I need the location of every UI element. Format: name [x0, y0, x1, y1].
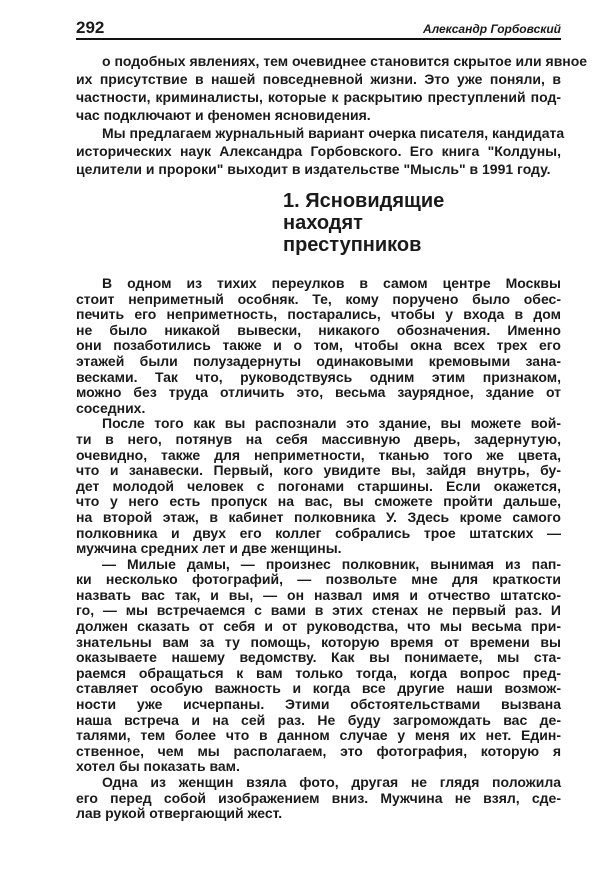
text-line: мужчина средних лет и две женщины.	[76, 540, 342, 557]
text-line: наша встреча и на сей раз. Не буду загромождать вас де-	[76, 711, 561, 728]
heading-line: 1. Ясновидящие	[283, 190, 445, 212]
paragraph	[76, 52, 588, 124]
text-line: лав рукой отвергающий жест.	[76, 805, 283, 822]
text-line: После того как вы распознали это здание, вы можете вой-	[102, 415, 561, 432]
text-line: его перед собой изображением вниз. Мужчина не взял, сде-	[76, 789, 561, 806]
text-line: хотел бы показать вам.	[76, 758, 240, 775]
paragraph	[76, 775, 561, 822]
text-line: дет молодой человек с погонами старшины. Если окажется,	[76, 477, 561, 494]
text-line: оказываете нашему ведомству. Как вы понимаете, мы ста-	[76, 649, 561, 666]
text-line: они позаботились также и о том, чтобы окна всех трех его	[76, 337, 561, 354]
text-line: что и занавески. Первый, кого увидите вы, зайдя внутрь, бу-	[76, 462, 561, 479]
body-text	[76, 276, 561, 822]
text-line: Мы предлагаем журнальный вариант очерка писателя, кандидата	[102, 125, 565, 141]
chapter-heading	[283, 190, 444, 256]
text-line: полковника и двух его коллег собрались трое штатских —	[76, 524, 561, 541]
heading-line: находят	[283, 212, 363, 234]
text-line: исторических наук Александра Горбовского. Его книга "Колдуны,	[76, 143, 561, 159]
page-number: 292	[76, 18, 105, 37]
text-line: о подобных явлениях, тем очевиднее становится скрытое или явное	[102, 53, 588, 69]
running-header	[76, 18, 561, 40]
text-line: ки несколько фотографий, — позвольте мне для краткости	[76, 571, 561, 588]
text-line: должен сказать от себя и от руководства, что мы весьма при-	[76, 618, 561, 635]
text-line: ности уже исчерпаны. Этими обстоятельствами вызвана	[76, 696, 561, 713]
text-line: стоит неприметный особняк. Те, кому поручено было обес-	[76, 290, 561, 307]
paragraph	[76, 124, 565, 178]
text-line: их присутствие в нашей повседневной жизни. Это уже поняли, в	[76, 71, 561, 87]
text-line: очевидно, также для неприметности, тканью того же цвета,	[76, 446, 561, 463]
text-line: назвать вас так, и вы, — он назвал имя и отчество штатско-	[76, 586, 561, 603]
text-line: что у него есть пропуск на вас, вы сможете пройти дальше,	[76, 493, 561, 510]
text-line: час подключают и феномен ясновидения.	[76, 107, 371, 123]
text-line: весками. Так что, руководствуясь одним этим признаком,	[76, 368, 561, 385]
running-author: Александр Горбовский	[423, 22, 561, 36]
paragraph	[76, 416, 561, 556]
text-line: целители и пророки" выходит в издательстве "Мысль" в 1991 году.	[76, 161, 551, 177]
text-line: — Милые дамы, — произнес полковник, вынимая из пап-	[102, 555, 561, 572]
text-line: знательны вам за ту помощь, которую время от времени вы	[76, 633, 561, 650]
text-line: печить его неприметность, постарались, чтобы у входа в дом	[76, 306, 561, 323]
text-line: соседних.	[76, 399, 146, 416]
text-line: го, — мы встречаемся с вами в этих стенах не первый раз. И	[76, 602, 561, 619]
text-line: частности, криминалисты, которые к раскрытию преступлений под-	[76, 89, 561, 105]
text-line: раемся обращаться к вам только тогда, когда вопрос пред-	[76, 664, 561, 681]
text-line: не было никакой вывески, никакого обозначения. Именно	[76, 321, 561, 338]
text-line: на второй этаж, в кабинет полковника У. Здесь кроме самого	[76, 508, 561, 525]
text-line: этажей были полузадернуты одинаковыми кремовыми зана-	[76, 352, 561, 369]
paragraph	[76, 276, 561, 416]
heading-line: преступников	[283, 234, 422, 256]
text-line: ставляет особую важность и когда все другие наши возмож-	[76, 680, 561, 697]
paragraph	[76, 557, 561, 775]
text-line: ти в него, потянув на себя массивную дверь, задернутую,	[76, 430, 561, 447]
text-line: ственное, чем мы располагаем, это фотография, которую я	[76, 742, 561, 759]
text-line: В одном из тихих переулков в самом центре Москвы	[102, 275, 561, 291]
text-line: талями, тем более что в данном случае у меня их нет. Един-	[76, 727, 561, 744]
text-line: Одна из женщин взяла фото, другая не глядя положила	[102, 774, 561, 790]
text-line: можно без труда отличить это, весьма заурядное, здание от	[76, 384, 561, 401]
intro-text	[76, 52, 588, 178]
